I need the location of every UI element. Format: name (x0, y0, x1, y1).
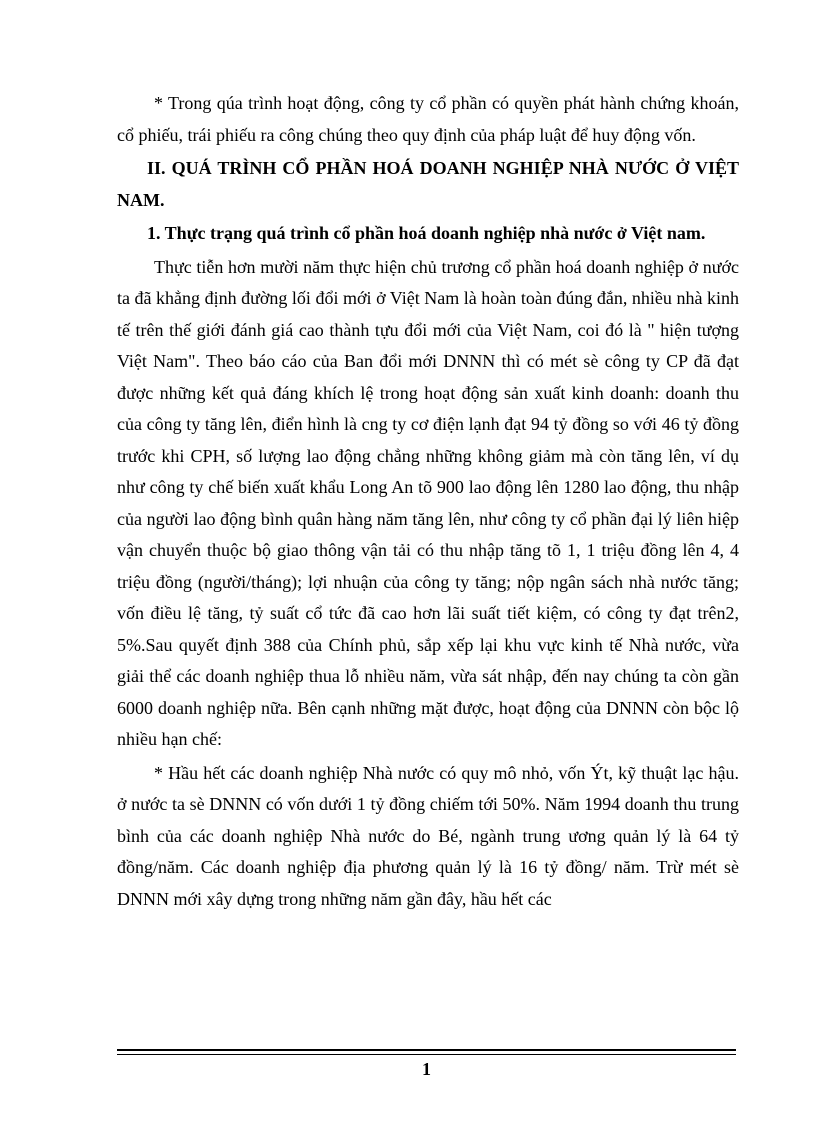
page-number: 1 (422, 1059, 431, 1079)
paragraph-reform-results: Thực tiễn hơn mười năm thực hiện chủ trương cổ phần hoá doanh nghiệp ở nước ta đã khẳng định đường lối đổi mới ở Việt Nam là hoàn toàn đúng đắn, nhiều nhà kinh tế trên thế giới đánh giá cao thành tựu đổi mới của Việt Nam, coi đó là " hiện tượng Việt Nam". Theo báo cáo của Ban đổi mới DNNN thì có mét sè công ty CP đã đạt được những kết quả đáng khích lệ trong hoạt động sản xuất kinh doanh: doanh thu của công ty tăng lên, điển hình là cng ty cơ điện lạnh đạt 94 tỷ đồng so với 46 tỷ đồng trước khi CPH, số lượng lao động chẳng những không giảm mà còn tăng lên, ví dụ như công ty chế biến xuất khẩu Long An tõ 900 lao động lên 1280 lao động, thu nhập của người lao động bình quân hàng năm tăng lên, như công ty cổ phần đại lý liên hiệp vận chuyển thuộc bộ giao thông vận tải có thu nhập tăng tõ 1, 1 triệu đồng lên 4, 4 triệu đồng (người/tháng); lợi nhuận của công ty tăng; nộp ngân sách nhà nước tăng; vốn điều lệ tăng, tỷ suất cổ tức đã cao hơn lãi suất tiết kiệm, có công ty đạt trên2, 5%.Sau quyết định 388 của Chính phủ, sắp xếp lại khu vực kinh tế Nhà nước, vừa giải thể các doanh nghiệp thua lỗ nhiều năm, vừa sát nhập, đến nay chúng ta còn gần 6000 doanh nghiệp nữa. Bên cạnh những mặt được, hoạt động của DNNN còn bộc lộ nhiều hạn chế: (117, 256, 739, 749)
paragraph-securities-issuance: * Trong qúa trình hoạt động, công ty cổ phần có quyền phát hành chứng khoán, cổ phiếu, trái phiếu ra công chúng theo quy định của pháp luật để huy động vốn. (117, 93, 739, 145)
paragraph-soe-limitations: * Hầu hết các doanh nghiệp Nhà nước có quy mô nhỏ, vốn Ýt, kỹ thuật lạc hậu. ở nước ta sè DNNN có vốn dưới 1 tỷ đồng chiếm tới 50%. Năm 1994 doanh thu trung bình của các doanh nghiệp Nhà nước do Bé, ngành trung ương quản lý là 64 tỷ đồng/năm. Các doanh nghiệp địa phương quản lý là 16 tỷ đồng/ năm. Trừ mét sè DNNN mới xây dựng trong những năm gần đây, hầu hết các (117, 762, 739, 909)
section-heading-ii: II. QUÁ TRÌNH CỔ PHẦN HOÁ DOANH NGHIỆP NHÀ NƯỚC Ở VIỆT NAM. (117, 158, 739, 210)
subsection-heading-1: 1. Thực trạng quá trình cổ phần hoá doanh nghiệp nhà nước ở Việt nam. (147, 223, 706, 243)
footer-divider-thin (117, 1054, 736, 1055)
page-body (117, 88, 739, 917)
footer-divider-thick (117, 1049, 736, 1051)
